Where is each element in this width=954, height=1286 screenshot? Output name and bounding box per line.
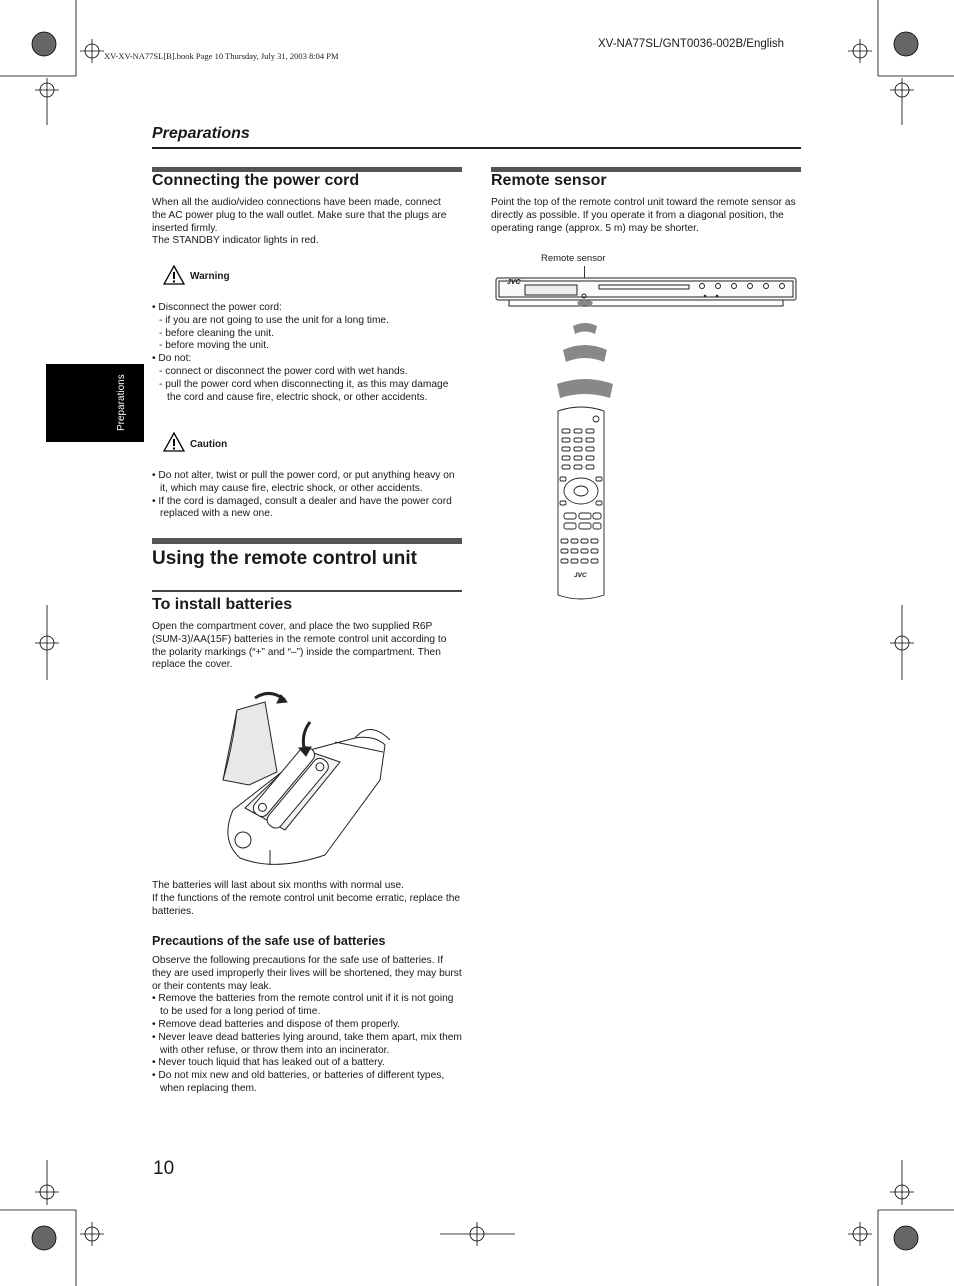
list-item: • Disconnect the power cord: [152, 302, 282, 313]
subsection-rule [152, 590, 462, 592]
model-number: XV-NA77SL/GNT0036-002B/English [598, 38, 785, 50]
caution-label: Caution [190, 439, 228, 450]
list-item: • If the cord is damaged, consult a dealer and have the power cord replaced with a new one. [152, 495, 452, 520]
caution-list [152, 470, 462, 521]
list-item: • Do not alter, twist or pull the power cord, or put anything heavy on it, which may cause fire, electric shock, or other accidents. [152, 470, 455, 494]
side-tab [46, 364, 144, 442]
side-tab-label: Preparations [116, 374, 127, 432]
infrared-signal-icon [555, 298, 615, 406]
warning-label: Warning [190, 271, 230, 282]
list-item: • Do not mix new and old batteries, or batteries of different types, when replacing them. [152, 1070, 445, 1094]
warning-icon [163, 265, 185, 285]
remote-sensor-title: Remote sensor [491, 172, 607, 189]
after-line: The batteries will last about six months with normal use. [152, 880, 404, 891]
power-cord-intro [152, 197, 464, 248]
remote-unit-title: Using the remote control unit [152, 548, 417, 569]
precautions-body [152, 955, 462, 1096]
list-item: - before cleaning the unit. [159, 327, 274, 339]
list-item: • Do not: [152, 353, 192, 365]
list-item: • Never touch liquid that has leaked out of a battery. [152, 1057, 385, 1069]
page-number: 10 [153, 1158, 175, 1179]
intro-line: When all the audio/video connections have been made, connect [152, 197, 441, 208]
install-batteries-text: Open the compartment cover, and place the two supplied R6P (SUM-3)/AA(15F) batteries in the remote control unit according to the polarity markings (“+” and “–”) inside the compartment. Then replace the cover. [152, 621, 447, 671]
book-info-line: XV-XV-NA77SL[B].book Page 10 Thursday, July 31, 2003 8:04 PM [104, 51, 339, 61]
intro-line: the AC power plug to the wall outlet. Make sure that the plugs are [152, 209, 447, 221]
precautions-intro: Observe the following precautions for the safe use of batteries. If they are used improperly their lives will be shortened, they may burst or their contents may leak. [152, 955, 462, 992]
power-cord-title: Connecting the power cord [152, 172, 360, 189]
remote-sensor-label: Remote sensor [541, 253, 606, 264]
install-batteries-title: To install batteries [152, 596, 293, 613]
precautions-title: Precautions of the safe use of batteries [152, 934, 386, 948]
list-item: - if you are not going to use the unit for a long time. [159, 314, 389, 326]
battery-installation-illustration [215, 690, 390, 870]
caution-icon [163, 432, 185, 452]
player-brand-logo: JVC [507, 279, 521, 286]
intro-line: inserted firmly. [152, 222, 218, 234]
section-header: Preparations [152, 125, 250, 142]
list-item: • Never leave dead batteries lying around, take them apart, mix them with other refuse, or throw them into an incinerator. [152, 1031, 462, 1056]
remote-sensor-text: Point the top of the remote control unit toward the remote sensor as directly as possible. If you operate it from a diagonal position, the operating range (approx. 5 m) may be shorter. [491, 197, 796, 234]
battery-life-text [152, 880, 464, 918]
list-item: - before moving the unit. [159, 340, 269, 352]
header-rule [152, 147, 801, 149]
intro-line: The STANDBY indicator lights in red. [152, 235, 319, 247]
list-item: - pull the power cord when disconnecting it, as this may damage the cord and cause fire, electric shock, or other accidents. [159, 378, 449, 403]
after-line: If the functions of the remote control unit become erratic, replace the batteries. [152, 892, 461, 917]
warning-list [152, 302, 462, 404]
remote-brand-logo: JVC [574, 572, 587, 579]
list-item: • Remove dead batteries and dispose of them properly. [152, 1018, 401, 1030]
list-item: - connect or disconnect the power cord with wet hands. [159, 365, 408, 377]
section-bar [152, 538, 462, 544]
list-item: • Remove the batteries from the remote control unit if it is not going to be used for a long period of time. [152, 993, 454, 1018]
dvd-player-illustration [495, 276, 798, 310]
